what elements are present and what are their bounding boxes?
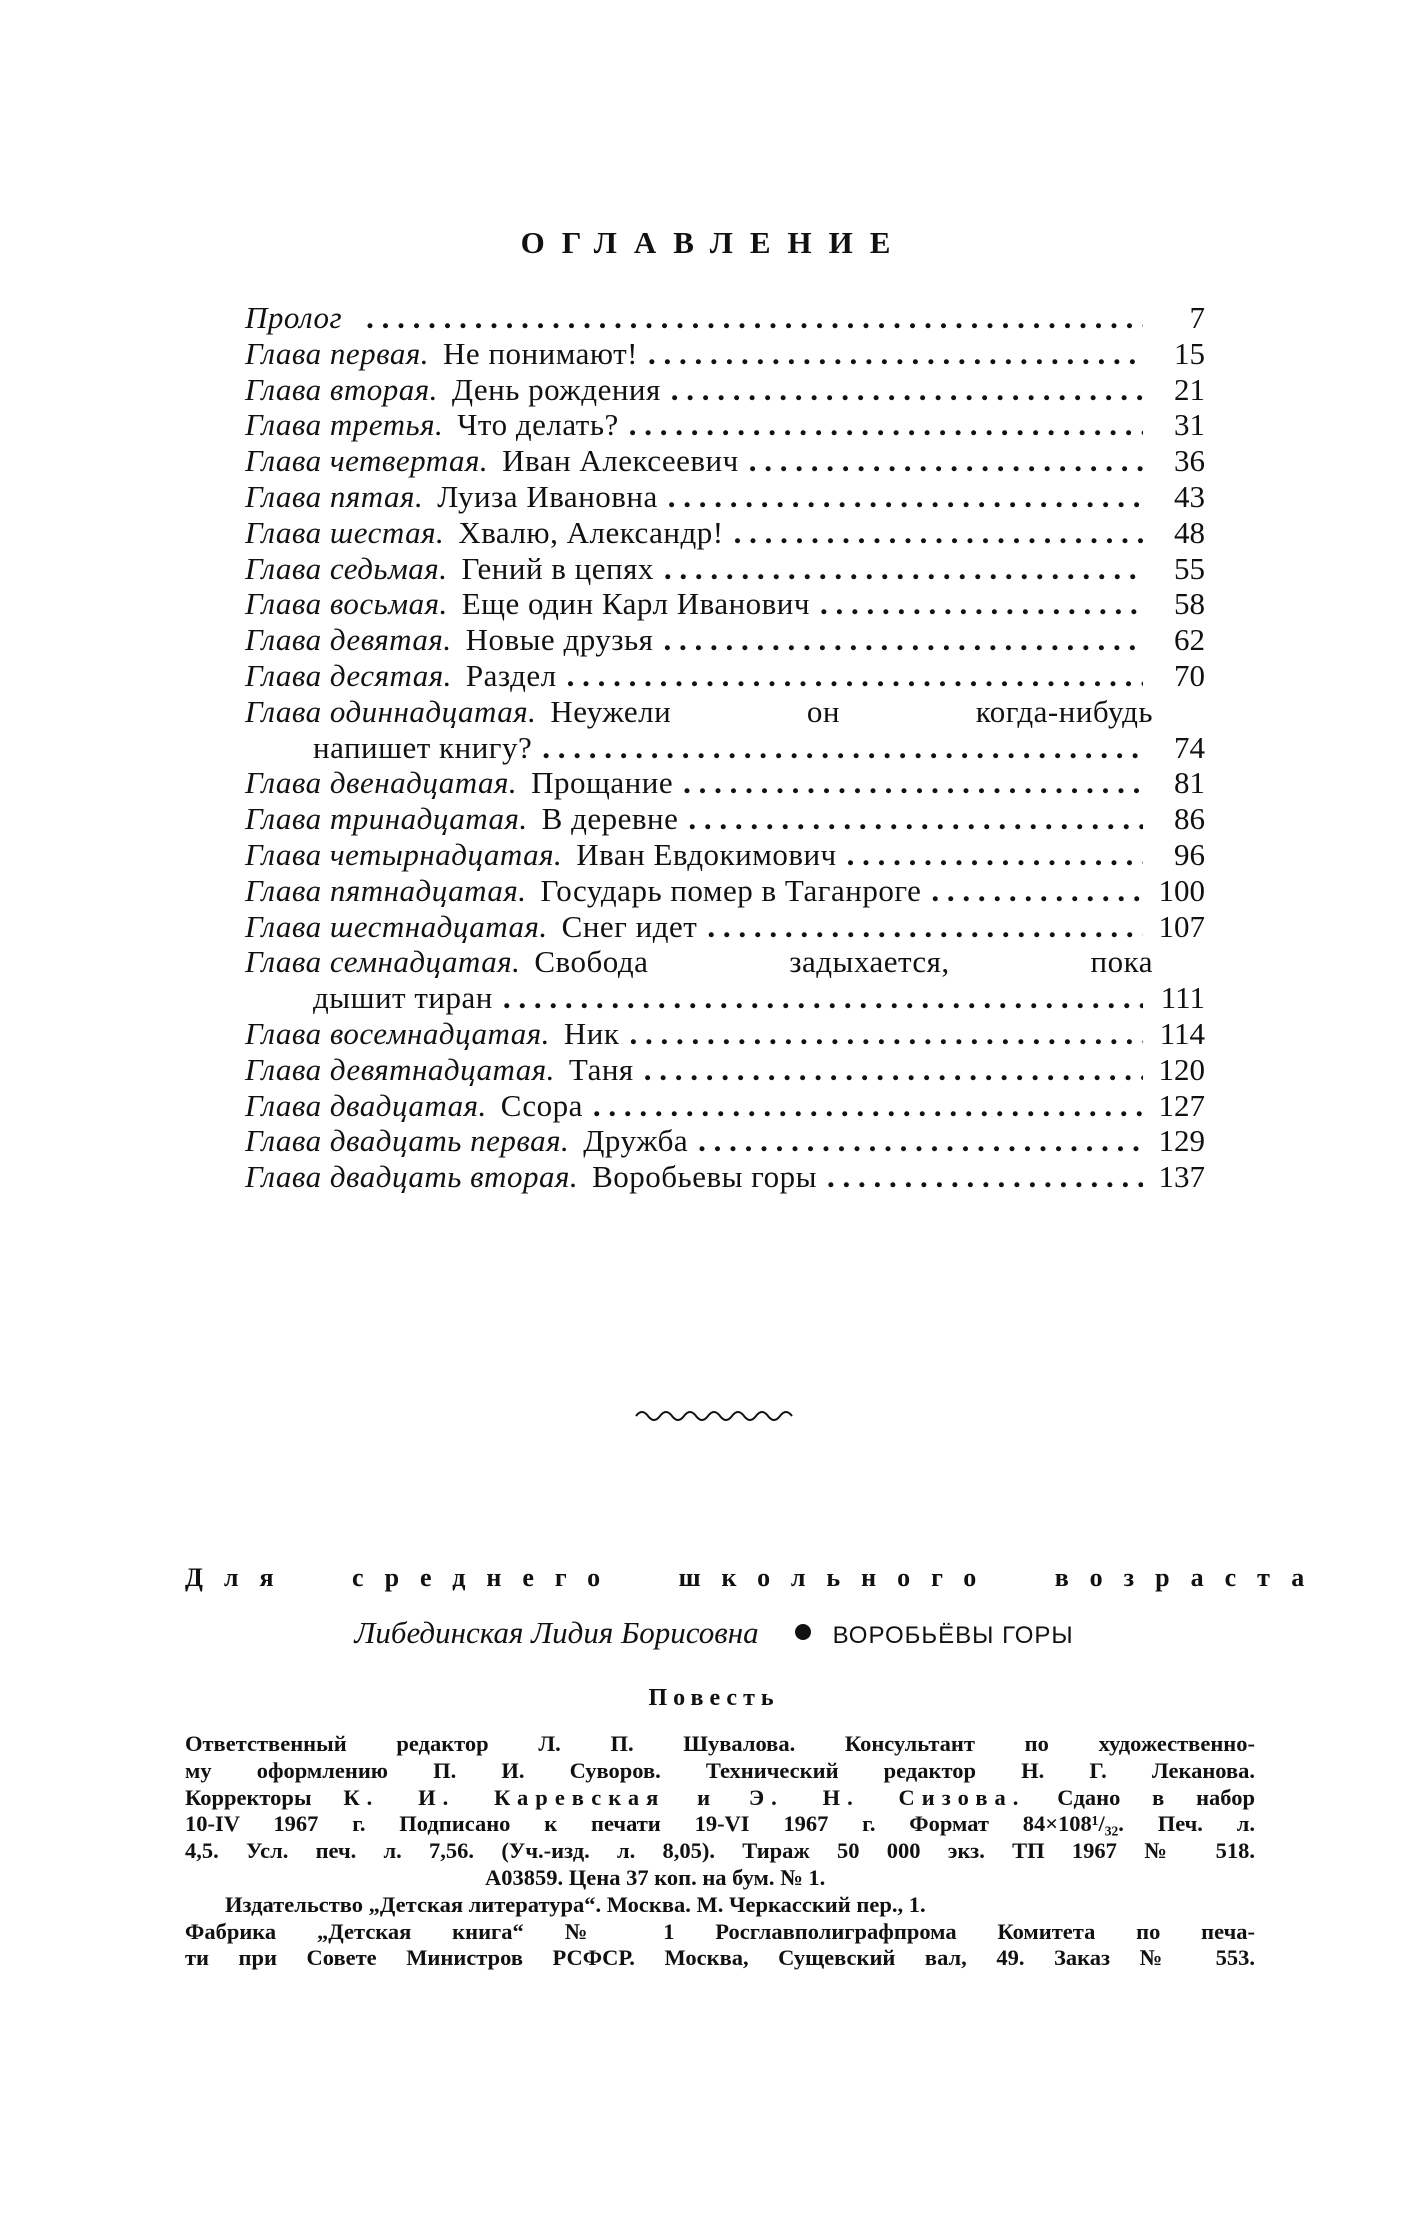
toc-entry [245, 1088, 1205, 1124]
toc-entry [245, 658, 1205, 694]
toc-entry [245, 622, 1205, 658]
toc-chapter-title: Государь помер в Таганроге [540, 872, 922, 908]
toc-dot-leaders [931, 873, 1143, 909]
toc-chapter-title: Дружба [583, 1123, 689, 1159]
toc-page-number: 81 [1174, 765, 1205, 801]
imprint-text: К. И. Каревская [343, 1784, 666, 1810]
toc-entry [245, 873, 1205, 909]
toc-chapter-title: Новые друзья [465, 622, 654, 658]
toc-dot-leaders [567, 658, 1143, 694]
toc-page-number: 86 [1174, 801, 1205, 837]
imprint-text: Э. Н. Сизова. [748, 1784, 1026, 1810]
toc-entry [245, 944, 1205, 980]
toc-chapter-label: Глава седьмая. [245, 550, 448, 586]
toc-chapter-label: Глава двенадцатая. [245, 765, 518, 801]
toc-dot-leaders [668, 479, 1143, 515]
toc-chapter-title: Хвалю, Александр! [458, 514, 724, 550]
toc-dot-leaders [749, 443, 1143, 479]
toc-chapter-label: Глава двадцать первая. [245, 1123, 570, 1159]
toc-page-number: 43 [1174, 478, 1205, 514]
toc-chapter-label: Глава семнадцатая. [245, 944, 521, 980]
toc-chapter-label: Глава четырнадцатая. [245, 836, 563, 872]
toc-chapter-title: Свобода задыхается, пока [534, 944, 1153, 980]
toc-entry [245, 479, 1205, 515]
toc-page-number: 120 [1158, 1051, 1205, 1087]
toc-chapter-label: Глава двадцать вторая. [245, 1159, 579, 1195]
toc-dot-leaders [593, 1088, 1143, 1124]
toc-dot-leaders [820, 586, 1143, 622]
toc-chapter-label: Глава восемнадцатая. [245, 1015, 550, 1051]
toc-page-number: 74 [1174, 729, 1205, 765]
toc-page-number: 31 [1174, 407, 1205, 443]
toc-dot-leaders [644, 1052, 1143, 1088]
book-title: ВОРОБЬЁВЫ ГОРЫ [832, 1622, 1074, 1649]
imprint-text: и [697, 1784, 718, 1810]
toc-chapter-label: Глава четвертая. [245, 443, 489, 479]
toc-chapter-title: Иван Алексеевич [502, 443, 739, 479]
toc-dot-leaders [663, 622, 1143, 658]
toc-entry [245, 1052, 1205, 1088]
imprint-line: Издательство „Детская литература“. Москва. М. Черкасский пер., 1. [225, 1891, 926, 1917]
toc-page-number: 21 [1174, 371, 1205, 407]
toc-page-number: 127 [1158, 1087, 1205, 1123]
toc-chapter-label: Глава вторая. [245, 371, 438, 407]
toc-entry [245, 837, 1205, 873]
toc-page-number: 70 [1174, 657, 1205, 693]
toc-dot-leaders [847, 837, 1143, 873]
age-group-line [185, 1563, 1326, 1593]
bullet-icon [795, 1624, 811, 1640]
toc-chapter-label: Пролог [245, 300, 343, 335]
toc-chapter-title: День рождения [451, 371, 661, 407]
toc-chapter-title: Неужели он когда-нибудь [550, 693, 1153, 729]
toc-page-number: 114 [1159, 1015, 1205, 1051]
toc-dot-leaders [629, 407, 1143, 443]
toc-chapter-label: Глава шестнадцатая. [245, 908, 548, 944]
toc-dot-leaders [683, 765, 1143, 801]
toc-chapter-title: Прощание [531, 765, 674, 801]
toc-entry [245, 1159, 1205, 1195]
toc-entry [245, 765, 1205, 801]
toc-page-number: 48 [1174, 514, 1205, 550]
toc-chapter-label: Глава девятнадцатая. [245, 1051, 555, 1087]
toc-dot-leaders [671, 372, 1143, 408]
toc-page-number: 7 [1189, 300, 1205, 335]
toc-chapter-label: Глава двадцатая. [245, 1087, 487, 1123]
genre-label: Повесть [648, 1685, 780, 1711]
toc-chapter-title: Гений в цепях [461, 550, 654, 586]
toc-chapter-title: Не понимают! [443, 335, 638, 371]
toc-dot-leaders [698, 1123, 1143, 1159]
toc-page-number: 129 [1158, 1123, 1205, 1159]
toc-entry [245, 336, 1205, 372]
imprint-line: 10-IV 1967 г. Подписано к печати 19-VI 1967 г. Формат 84×108¹/₃₂. Печ. л. [185, 1811, 1255, 1837]
imprint-line [185, 1785, 1255, 1812]
toc-page-number: 96 [1174, 836, 1205, 872]
imprint-line: А03859. Цена 37 коп. на бум. № 1. [485, 1864, 826, 1890]
imprint-text: Корректоры [185, 1784, 312, 1810]
toc-chapter-label: Глава третья. [245, 407, 444, 443]
toc-chapter-title: Таня [568, 1051, 634, 1087]
toc-entry [245, 801, 1205, 837]
toc-chapter-label: Глава пятая. [245, 478, 424, 514]
toc-page-number: 36 [1174, 443, 1205, 479]
toc-entry [245, 443, 1205, 479]
toc-chapter-title: Воробьевы горы [592, 1159, 817, 1195]
toc-page-number: 100 [1158, 872, 1205, 908]
imprint-line: 4,5. Усл. печ. л. 7,56. (Уч.-изд. л. 8,05). Тираж 50 000 экз. ТП 1967 № 518. [185, 1838, 1255, 1864]
toc-page-number: 111 [1160, 980, 1205, 1016]
toc-entry [245, 909, 1205, 945]
toc-heading: ОГЛАВЛЕНИЕ [520, 225, 908, 260]
toc-chapter-title: Ссора [500, 1087, 583, 1123]
toc-chapter-label: Глава первая. [245, 335, 430, 371]
toc-chapter-label: Глава пятнадцатая. [245, 872, 527, 908]
toc-chapter-label: Глава одиннадцатая. [245, 693, 537, 729]
toc-dot-leaders [366, 300, 1143, 336]
toc-page-number: 107 [1158, 908, 1205, 944]
toc-chapter-label: Глава восьмая. [245, 586, 448, 622]
toc-page-number: 55 [1174, 550, 1205, 586]
table-of-contents [245, 300, 1205, 1195]
author-title-line [0, 1615, 1428, 1651]
toc-chapter-title: Раздел [465, 657, 557, 693]
toc-entry [245, 1123, 1205, 1159]
imprint-line: Ответственный редактор Л. П. Шувалова. Консультант по художественно- [185, 1731, 1255, 1756]
toc-dot-leaders [707, 909, 1143, 945]
toc-chapter-title: Что делать? [457, 407, 619, 443]
toc-dot-leaders [827, 1159, 1143, 1195]
toc-dot-leaders [688, 801, 1143, 837]
toc-entry [245, 300, 1205, 336]
toc-dot-leaders [664, 551, 1143, 587]
toc-dot-leaders [648, 336, 1143, 372]
toc-entry [245, 551, 1205, 587]
toc-entry [245, 515, 1205, 551]
toc-page-number: 15 [1174, 335, 1205, 371]
toc-chapter-label: Глава десятая. [245, 657, 452, 693]
toc-entry [245, 586, 1205, 622]
toc-chapter-title: Иван Евдокимович [576, 836, 837, 872]
toc-chapter-title: Ник [563, 1015, 620, 1051]
toc-chapter-label: Глава девятая. [245, 622, 452, 658]
imprint-line: му оформлению П. И. Суворов. Технический редактор Н. Г. Леканова. [185, 1757, 1255, 1783]
author-name: Либединская Лидия Борисовна [354, 1615, 759, 1650]
imprint-block [185, 1731, 1255, 1972]
ornament-divider [634, 1402, 794, 1426]
toc-dot-leaders [503, 980, 1143, 1016]
toc-entry [245, 407, 1205, 443]
toc-chapter-label: Глава шестая. [245, 514, 445, 550]
age-group-text: Для среднего школьного возраста [185, 1563, 1326, 1592]
toc-chapter-label: Глава тринадцатая. [245, 801, 528, 837]
toc-dot-leaders [734, 515, 1143, 551]
toc-chapter-title: Луиза Ивановна [437, 478, 658, 514]
toc-entry [245, 1016, 1205, 1052]
toc-chapter-title: В деревне [541, 801, 679, 837]
imprint-line: Фабрика „Детская книга“ № 1 Росглавполиграфпрома Комитета по печа- [185, 1918, 1255, 1944]
toc-dot-leaders [629, 1016, 1143, 1052]
toc-page-number: 137 [1158, 1159, 1205, 1195]
toc-chapter-title-continued: напишет книгу? [313, 729, 533, 765]
toc-chapter-title: Еще один Карл Иванович [461, 586, 810, 622]
toc-chapter-title-continued: дышит тиран [313, 980, 493, 1016]
toc-entry [245, 372, 1205, 408]
toc-page-number: 58 [1174, 586, 1205, 622]
imprint-text: Сдано в набор [1057, 1784, 1256, 1810]
toc-page-number: 62 [1174, 622, 1205, 658]
toc-entry-continuation [245, 730, 1205, 766]
toc-entry [245, 694, 1205, 730]
imprint-line: ти при Совете Министров РСФСР. Москва, Сущевский вал, 49. Заказ № 553. [185, 1945, 1255, 1971]
toc-chapter-title: Снег идет [561, 908, 698, 944]
toc-dot-leaders [542, 730, 1143, 766]
toc-entry-continuation [245, 980, 1205, 1016]
